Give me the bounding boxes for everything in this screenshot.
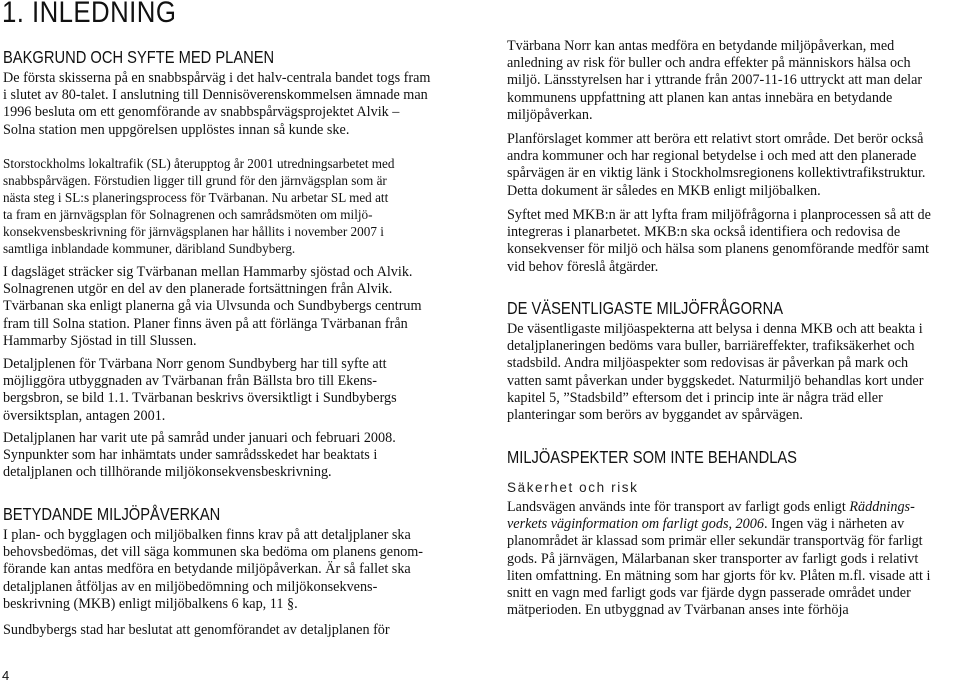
text-line: De väsentligaste miljöaspekterna att belysa i denna MKB och att beakta i — [507, 321, 923, 337]
text-line: Storstockholms lokaltrafik (SL) återupptog år 2001 utredningsarbetet med — [3, 156, 395, 171]
text-line — [507, 568, 930, 585]
text-line: ta fram en järnvägsplan för Solnagrenen och samrådsmöten om miljö- — [3, 207, 373, 222]
heading-vasentligaste: DE VÄSENTLIGASTE MILJÖFRÅGORNA — [507, 298, 784, 318]
text-line: Detaljplenen för Tvärbana Norr genom Sundbyberg har till syfte att — [3, 356, 387, 372]
text-line: snabbspårvägen. Förstudien ligger till grund för den järnvägsplan som är — [3, 173, 387, 188]
text-segment: Landsvägen används inte för transport av farligt gods enligt — [507, 499, 850, 515]
text-line: vatten samt påverkan under byggskedet. Naturmiljö behandlas kort under — [507, 372, 924, 389]
subheading-sakerhet: Säkerhet och risk — [507, 480, 639, 495]
text-line: översiktsplan, antagen 2001. — [3, 407, 166, 424]
text-line: konsekvenser för miljö och hälsa som planens genomförande medför samt — [507, 241, 929, 258]
text-segment: snitt en vagn med farligt gods var fjärde dygn passerade området under — [507, 585, 911, 602]
italic-text: verkets väginformation om farligt gods, 2006 — [507, 516, 764, 533]
text-line: spårvägen är en viktig länk i Stockholmsregionens kollektivtrafikstruktur. — [507, 165, 926, 182]
text-line: miljö. Länsstyrelsen har i yttrande från 2007-11-16 uttryckt att man delar — [507, 72, 923, 89]
page-number: 4 — [2, 668, 10, 683]
text-line: Tvärbanan ska enligt planerna gå via Ulvsunda och Sundbybergs centrum — [3, 298, 422, 315]
text-line: samtliga inblandade kommuner, däribland Sundbyberg. — [3, 241, 296, 256]
text-line: I plan- och bygglagen och miljöbalken finns krav på att detaljplaner ska — [3, 527, 411, 543]
text-line: kapitel 5, ”Stadsbild” eftersom det i princip inte är några träd eller — [507, 389, 883, 406]
text-line: Tvärbana Norr kan antas medföra en betydande miljöpåverkan, med — [507, 38, 895, 54]
text-segment: liten omfattning. En mätning som har gjorts för kv. Plåten m.fl. visade att i — [507, 567, 931, 584]
text-segment: mätperioden. En utbyggnad av Tvärbanan anses inte förhöja — [507, 602, 849, 619]
text-line — [507, 499, 930, 516]
text-line: stadsbild. Andra miljöaspekter som redovisas är påverkan på mark och — [507, 355, 909, 372]
text-line: kommunens uppfattning att planen kan antas innebära en betydande — [507, 89, 893, 106]
text-line: fram till Solna station. Planer finns även på att förlänga Tvärbanan från — [3, 315, 408, 332]
text-segment: . Ingen väg i närheten av — [763, 516, 905, 533]
text-line: Planförslaget kommer att beröra ett relativt stort område. Det berör också — [507, 131, 924, 147]
page-title: 1. INLEDNING — [2, 0, 177, 29]
text-line: Detaljplanen har varit ute på samråd under januari och februari 2008. — [3, 430, 396, 446]
text-line: Synpunkter som har inhämtats under samrådsskedet har beaktats i — [3, 447, 378, 464]
text-line: Hammarby Sjöstad in till Slussen. — [3, 332, 197, 349]
text-line: Detta dokument är således en MKB enligt miljöbalken. — [507, 182, 821, 199]
paragraph-bakgrund-5 — [3, 430, 396, 482]
text-line: beskrivning (MKB) enligt miljöbalkens 6 kap, 11 §. — [3, 595, 298, 612]
text-line: De första skisserna på en snabbspårväg i det halv-centrala bandet togs fram — [3, 70, 431, 86]
paragraph-betydande-1 — [3, 527, 423, 613]
text-line: Syftet med MKB:n är att lyfta fram miljöfrågorna i planprocessen så att de — [507, 207, 931, 223]
text-line: vid behov föreslå åtgärder. — [507, 258, 659, 275]
text-line: nästa steg i SL:s planeringsprocess för Tvärbanan. Nu arbetar SL med att — [3, 190, 389, 205]
text-line: Solna station men uppgörelsen upplöstes innan så kunde ske. — [3, 121, 350, 138]
text-line: integreras i planarbetet. MKB:n ska också identifiera och redovisa de — [507, 224, 901, 241]
text-line: miljöpåverkan. — [507, 106, 593, 123]
italic-text: Räddnings- — [849, 499, 915, 515]
text-line: planteringar som berörs av byggandet av spårvägen. — [507, 407, 803, 424]
paragraph-bakgrund-3 — [3, 264, 422, 350]
paragraph-bakgrund-4 — [3, 356, 397, 425]
text-line: 1996 besluta om ett genomförande av snabbspårvägsprojektet Alvik – — [3, 104, 400, 121]
text-line: detaljplanen och tillhörande miljökonsekvensbeskrivning. — [3, 464, 332, 481]
text-line — [507, 602, 930, 619]
heading-bakgrund: BAKGRUND OCH SYFTE MED PLANEN — [3, 47, 275, 67]
text-line — [507, 551, 930, 568]
text-segment: gods. På järnvägen, Mälarbanan sker transporter av farligt gods i relativt — [507, 550, 919, 567]
text-line: Sundbybergs stad har beslutat att genomförandet av detaljplanen för — [3, 622, 390, 638]
paragraph-vasentligaste — [507, 321, 923, 424]
paragraph-right-2 — [507, 131, 925, 200]
text-line: Solnagrenen utgör en del av den planerade fortsättningen från Alvik. — [3, 281, 393, 298]
text-line: detaljplanen åtföljas av en miljöbedömning och miljökonsekvens- — [3, 578, 378, 595]
text-line — [507, 516, 930, 533]
text-line — [507, 533, 930, 550]
text-line: anledning av risk för buller och andra effekter på människors hälsa och — [507, 55, 911, 72]
text-segment: planområdet är klassad som primär eller sekundär transportväg för farligt — [507, 533, 923, 550]
paragraph-right-3 — [507, 207, 931, 276]
heading-betydande: BETYDANDE MILJÖPÅVERKAN — [3, 504, 221, 524]
text-line — [507, 585, 930, 602]
text-line: möjliggöra utbyggnaden av Tvärbanan från Bällsta bro till Ekens- — [3, 373, 378, 390]
text-line: behovsbedömas, det vill säga kommunen ska bedöma om planens genom- — [3, 544, 424, 561]
text-line: I dagsläget sträcker sig Tvärbanan mellan Hammarby sjöstad och Alvik. — [3, 264, 413, 280]
text-line: konsekvensbeskrivning för järnvägsplanen har hållits i november 2007 i — [3, 224, 384, 239]
paragraph-right-1 — [507, 38, 922, 124]
paragraph-betydande-2 — [3, 622, 390, 639]
paragraph-bakgrund-2 — [3, 155, 395, 257]
text-line: andra kommuner och har regional betydelse i och med att den planerade — [507, 148, 917, 165]
text-line: detaljplaneringen bedöms vara buller, barriäreffekter, trafiksäkerhet och — [507, 338, 915, 355]
text-line: i slutet av 80-talet. I anslutning till Dennisöverenskommelsen ämnade man — [3, 87, 428, 104]
text-line: bergsbron, se bild 1.1. Tvärbanan beskrivs översiktligt i Sundbybergs — [3, 390, 397, 407]
text-line: förande kan antas medföra en betydande miljöpåverkan. Är så fallet ska — [3, 561, 411, 578]
heading-aspekter: MILJÖASPEKTER SOM INTE BEHANDLAS — [507, 447, 797, 467]
paragraph-sakerhet — [507, 499, 930, 619]
paragraph-bakgrund-1 — [3, 70, 430, 139]
